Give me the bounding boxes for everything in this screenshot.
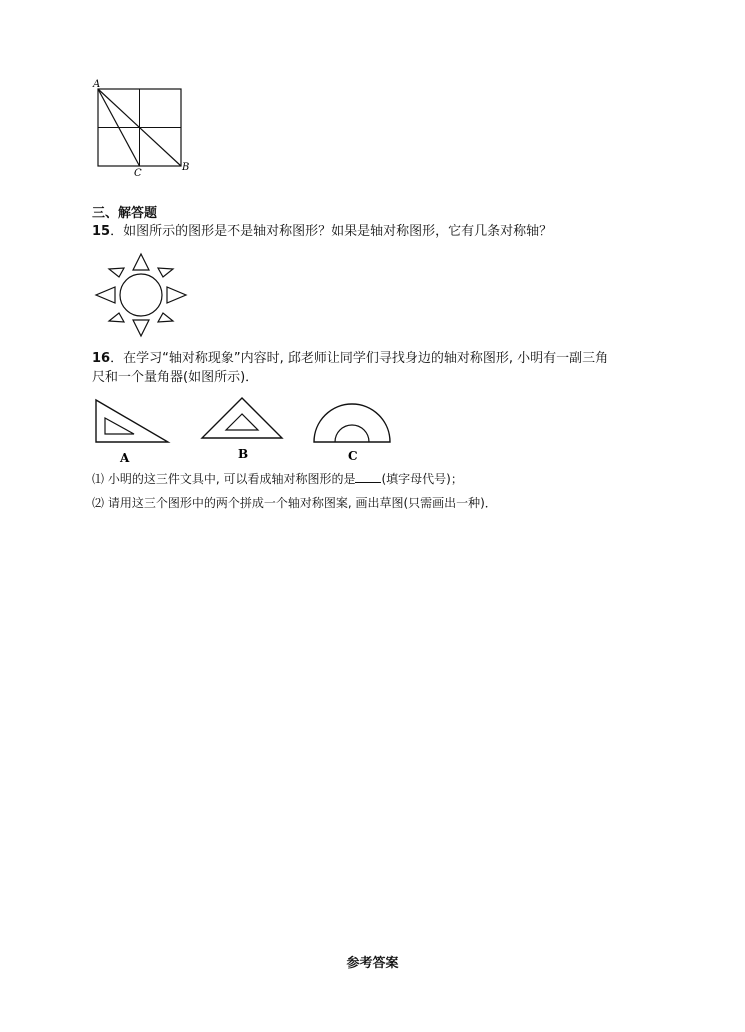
set-square-a-figure xyxy=(92,396,182,466)
question-15-number: 15 xyxy=(92,224,111,239)
figure-a-label: A xyxy=(120,451,130,465)
point-a-label: A xyxy=(93,79,101,90)
grid-figure xyxy=(92,78,192,178)
point-b-label: B xyxy=(182,162,190,173)
question-16-text-line2: 尺和一个量角器(如图所示)． xyxy=(92,370,259,385)
question-15-text: ．如图所示的图形是不是轴对称图形？如果是轴对称图形，它有几条对称轴？ xyxy=(110,224,553,239)
answer-blank[interactable] xyxy=(355,470,381,483)
part-1-text: ⑴ 小明的这三件文具中, 可以看成轴对称图形的是 xyxy=(92,472,356,486)
question-16 xyxy=(92,349,608,387)
section-title: 三、解答题 xyxy=(92,206,158,221)
sun-figure xyxy=(92,250,192,340)
protractor-c-figure xyxy=(308,398,398,468)
figure-b-label: B xyxy=(238,447,249,461)
part-1-suffix: (填字母代号)； xyxy=(381,472,463,486)
question-16-text-line1: ．在学习“轴对称现象”内容时, 邱老师让同学们寻找身边的轴对称图形, 小明有一副三角 xyxy=(110,351,609,366)
set-square-b-figure xyxy=(198,392,288,462)
question-16-part-1 xyxy=(92,470,463,488)
point-c-label: C xyxy=(134,168,142,179)
question-16-part-2: ⑵ 请用这三个图形中的两个拼成一个轴对称图案, 画出草图(只需画出一种)． xyxy=(92,496,497,510)
question-15 xyxy=(92,222,552,241)
question-16-number: 16 xyxy=(92,351,111,366)
answer-key-heading: 参考答案 xyxy=(346,956,399,971)
figure-c-label: C xyxy=(348,449,358,463)
